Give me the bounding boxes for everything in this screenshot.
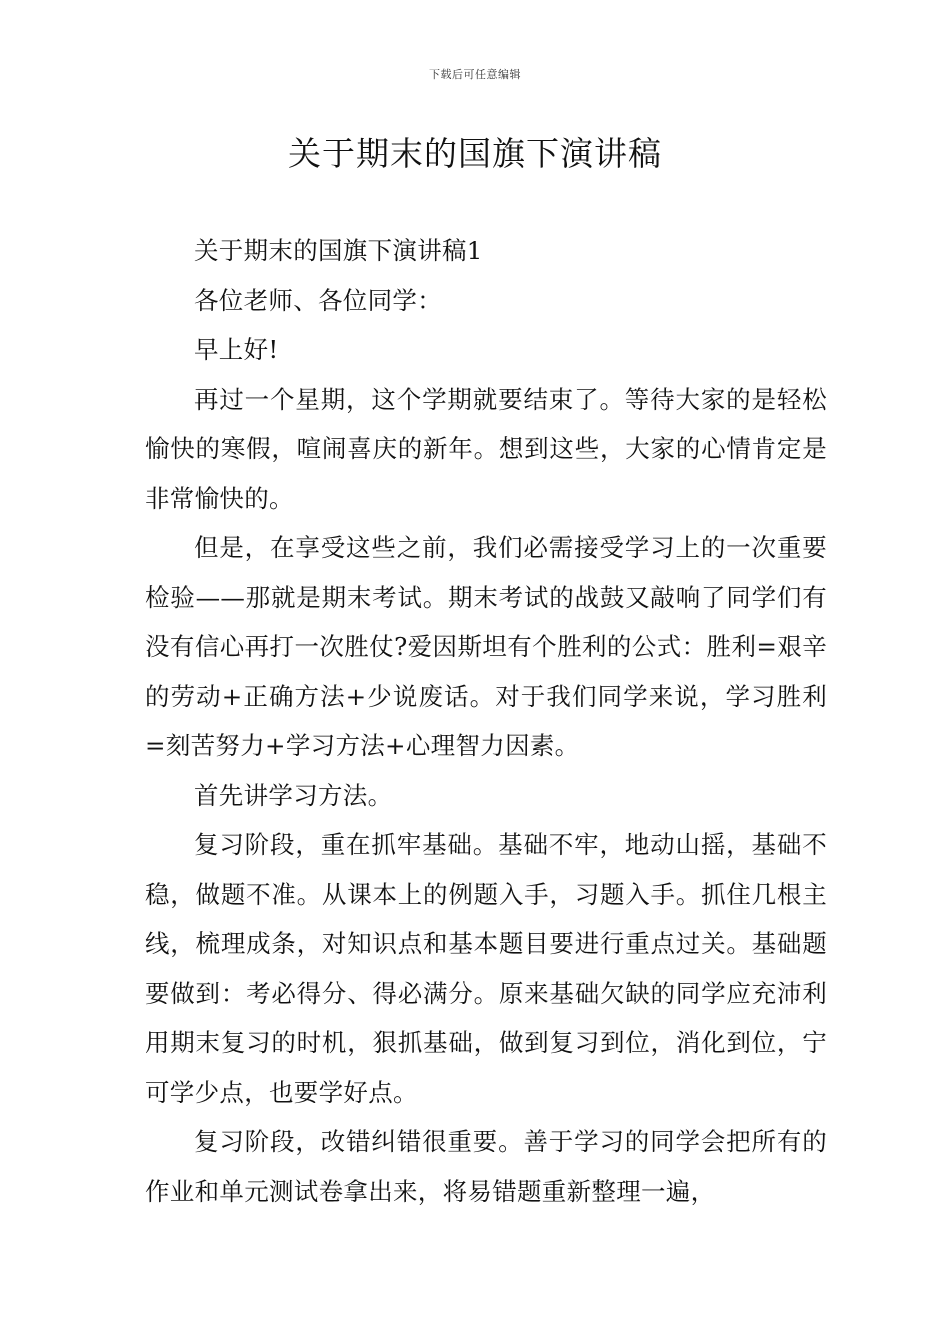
- body-paragraph: 首先讲学习方法。: [194, 780, 393, 810]
- speech-heading: 关于期末的国旗下演讲稿1: [194, 236, 483, 265]
- greeting: 早上好!: [194, 335, 279, 364]
- body-paragraph: 再过一个星期，这个学期就要结束了。等待大家的是轻松愉快的寒假，喧闹喜庆的新年。想到这些，大家的心情肯定是非常愉快的。: [145, 384, 827, 513]
- document-title: 关于期末的国旗下演讲稿: [288, 134, 662, 173]
- body-paragraph: 复习阶段，改错纠错很重要。善于学习的同学会把所有的作业和单元测试卷拿出来，将易错题重新整理一遍，: [145, 1127, 827, 1206]
- body-paragraph: 复习阶段，重在抓牢基础。基础不牢，地动山摇，基础不稳，做题不准。从课本上的例题入手，习题入手。抓住几根主线，梳理成条，对知识点和基本题目要进行重点过关。基础题要做到：考必得分、得必满分。原来基础欠缺的同学应充沛利用期末复习的时机，狠抓基础，做到复习到位，消化到位，宁可学少点，也要学好点。: [145, 830, 827, 1107]
- salutation: 各位老师、各位同学：: [194, 285, 442, 315]
- body-paragraph: 但是，在享受这些之前，我们必需接受学习上的一次重要检验——那就是期末考试。期末考试的战鼓又敲响了同学们有没有信心再打一次胜仗?爱因斯坦有个胜利的公式：胜利=艰辛的劳动+正确方法+少说废话。对于我们同学来说，学习胜利=刻苦努力+学习方法+心理智力因素。: [145, 533, 827, 760]
- page-header-note: 下载后可任意编辑: [429, 68, 521, 81]
- document-body: [145, 226, 827, 1216]
